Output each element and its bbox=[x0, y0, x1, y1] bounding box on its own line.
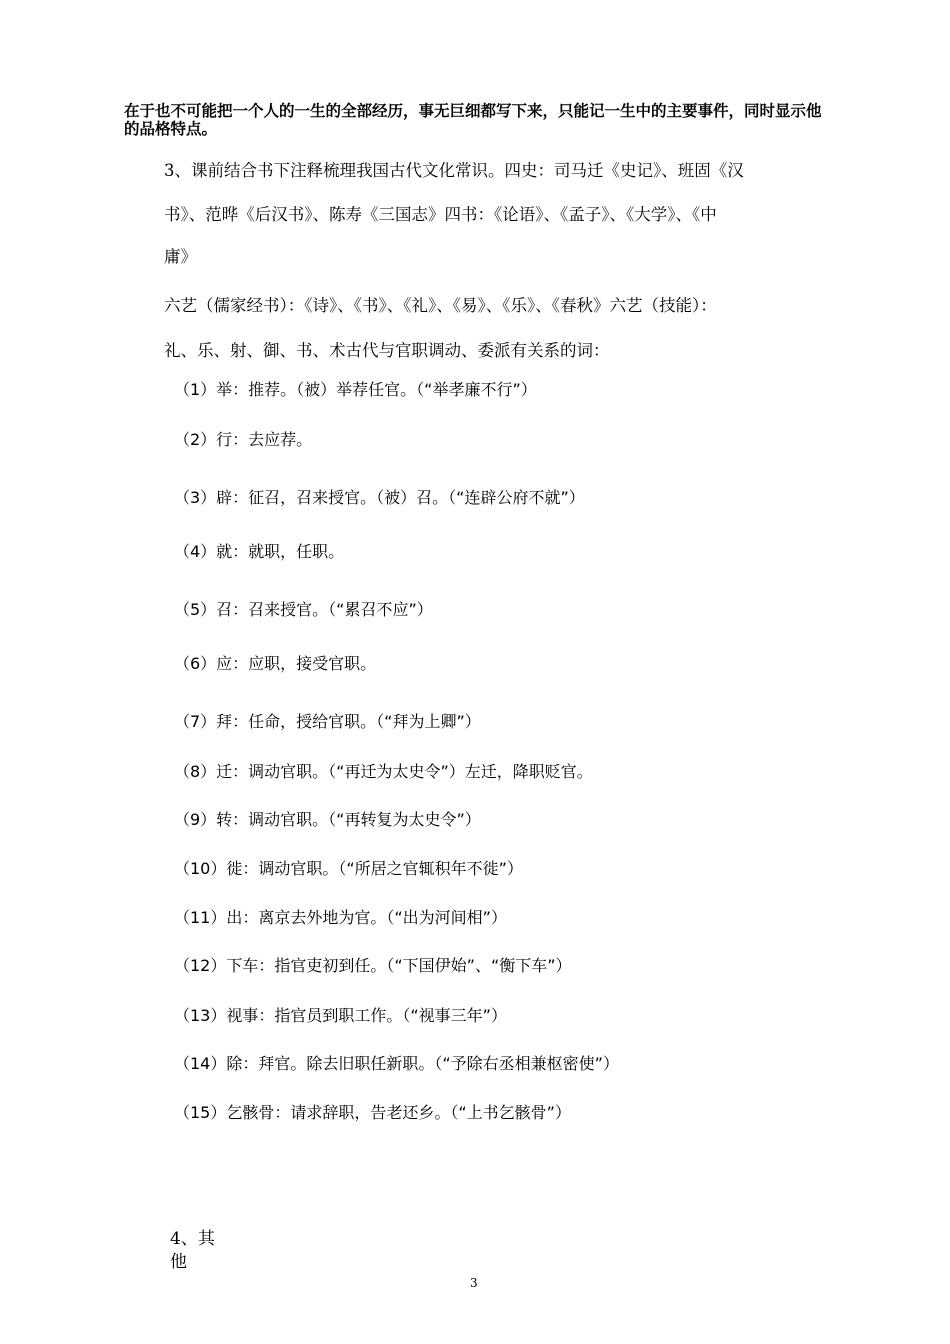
list-item: （9）转：调动官职。（“再转复为太史令”） bbox=[174, 810, 481, 829]
list-item: （14）除：拜官。除去旧职任新职。（“予除右丞相兼枢密使”） bbox=[174, 1054, 619, 1073]
list-item: （12）下车：指官吏初到任。（“下国伊始”、“衡下车”） bbox=[174, 956, 572, 975]
section3-line1 bbox=[164, 157, 744, 181]
section3-line4: 六艺（儒家经书）：《诗》、《书》、《礼》、《易》、《乐》、《春秋》六艺（技能）： bbox=[164, 296, 717, 315]
section3-line5 bbox=[164, 337, 610, 361]
list-item: （5）召：召来授官。（“累召不应”） bbox=[174, 600, 433, 619]
list-item: （2）行：去应荐。 bbox=[174, 430, 313, 449]
intro-paragraph: 在于也不可能把一个人的一生的全部经历，事无巨细都写下来，只能记一生中的主要事件，同时显示他的品格特点。 bbox=[124, 102, 822, 138]
list-item: （11）出：离京去外地为官。（“出为河间相”） bbox=[174, 908, 507, 927]
section3-line2: 书》、范晔《后汉书》、陈寿《三国志》四书：《论语》、《孟子》、《大学》、《中 bbox=[164, 205, 717, 224]
section3-heading: 3、课前结合书下注释梳理我国古代文化常识。 bbox=[164, 161, 505, 180]
list-item: （10）徙：调动官职。（“所居之官辄积年不徙”） bbox=[174, 859, 523, 878]
list-item: （1）举：推荐。（被）举荐任官。（“举孝廉不行”） bbox=[174, 380, 537, 399]
section3-line5-prefix: 礼、乐、射、御、书、术 bbox=[164, 341, 346, 360]
list-item: （8）迁：调动官职。（“再迁为太史令”）左迁，降职贬官。 bbox=[174, 762, 593, 781]
list-item: （4）就：就职，任职。 bbox=[174, 542, 345, 561]
list-item: （15）乞骸骨：请求辞职，告老还乡。（“上书乞骸骨”） bbox=[174, 1103, 571, 1122]
list-item: （7）拜：任命，授给官职。（“拜为上卿”） bbox=[174, 712, 481, 731]
page-number: 3 bbox=[470, 1276, 478, 1290]
section3-line1-rest: 四史：司马迁《史记》、班固《汉 bbox=[504, 161, 744, 180]
section4-heading: 4、其他 bbox=[170, 1229, 215, 1272]
list-item: （3）辟：征召，召来授官。（被）召。（“连辟公府不就”） bbox=[174, 488, 585, 507]
section3-line5-rest: 古代与官职调动、委派有关系的词： bbox=[345, 341, 610, 360]
list-item: （6）应：应职，接受官职。 bbox=[174, 654, 377, 673]
list-item: （13）视事：指官员到职工作。（“视事三年”） bbox=[174, 1006, 507, 1025]
section3-line3: 庸》 bbox=[164, 247, 197, 266]
